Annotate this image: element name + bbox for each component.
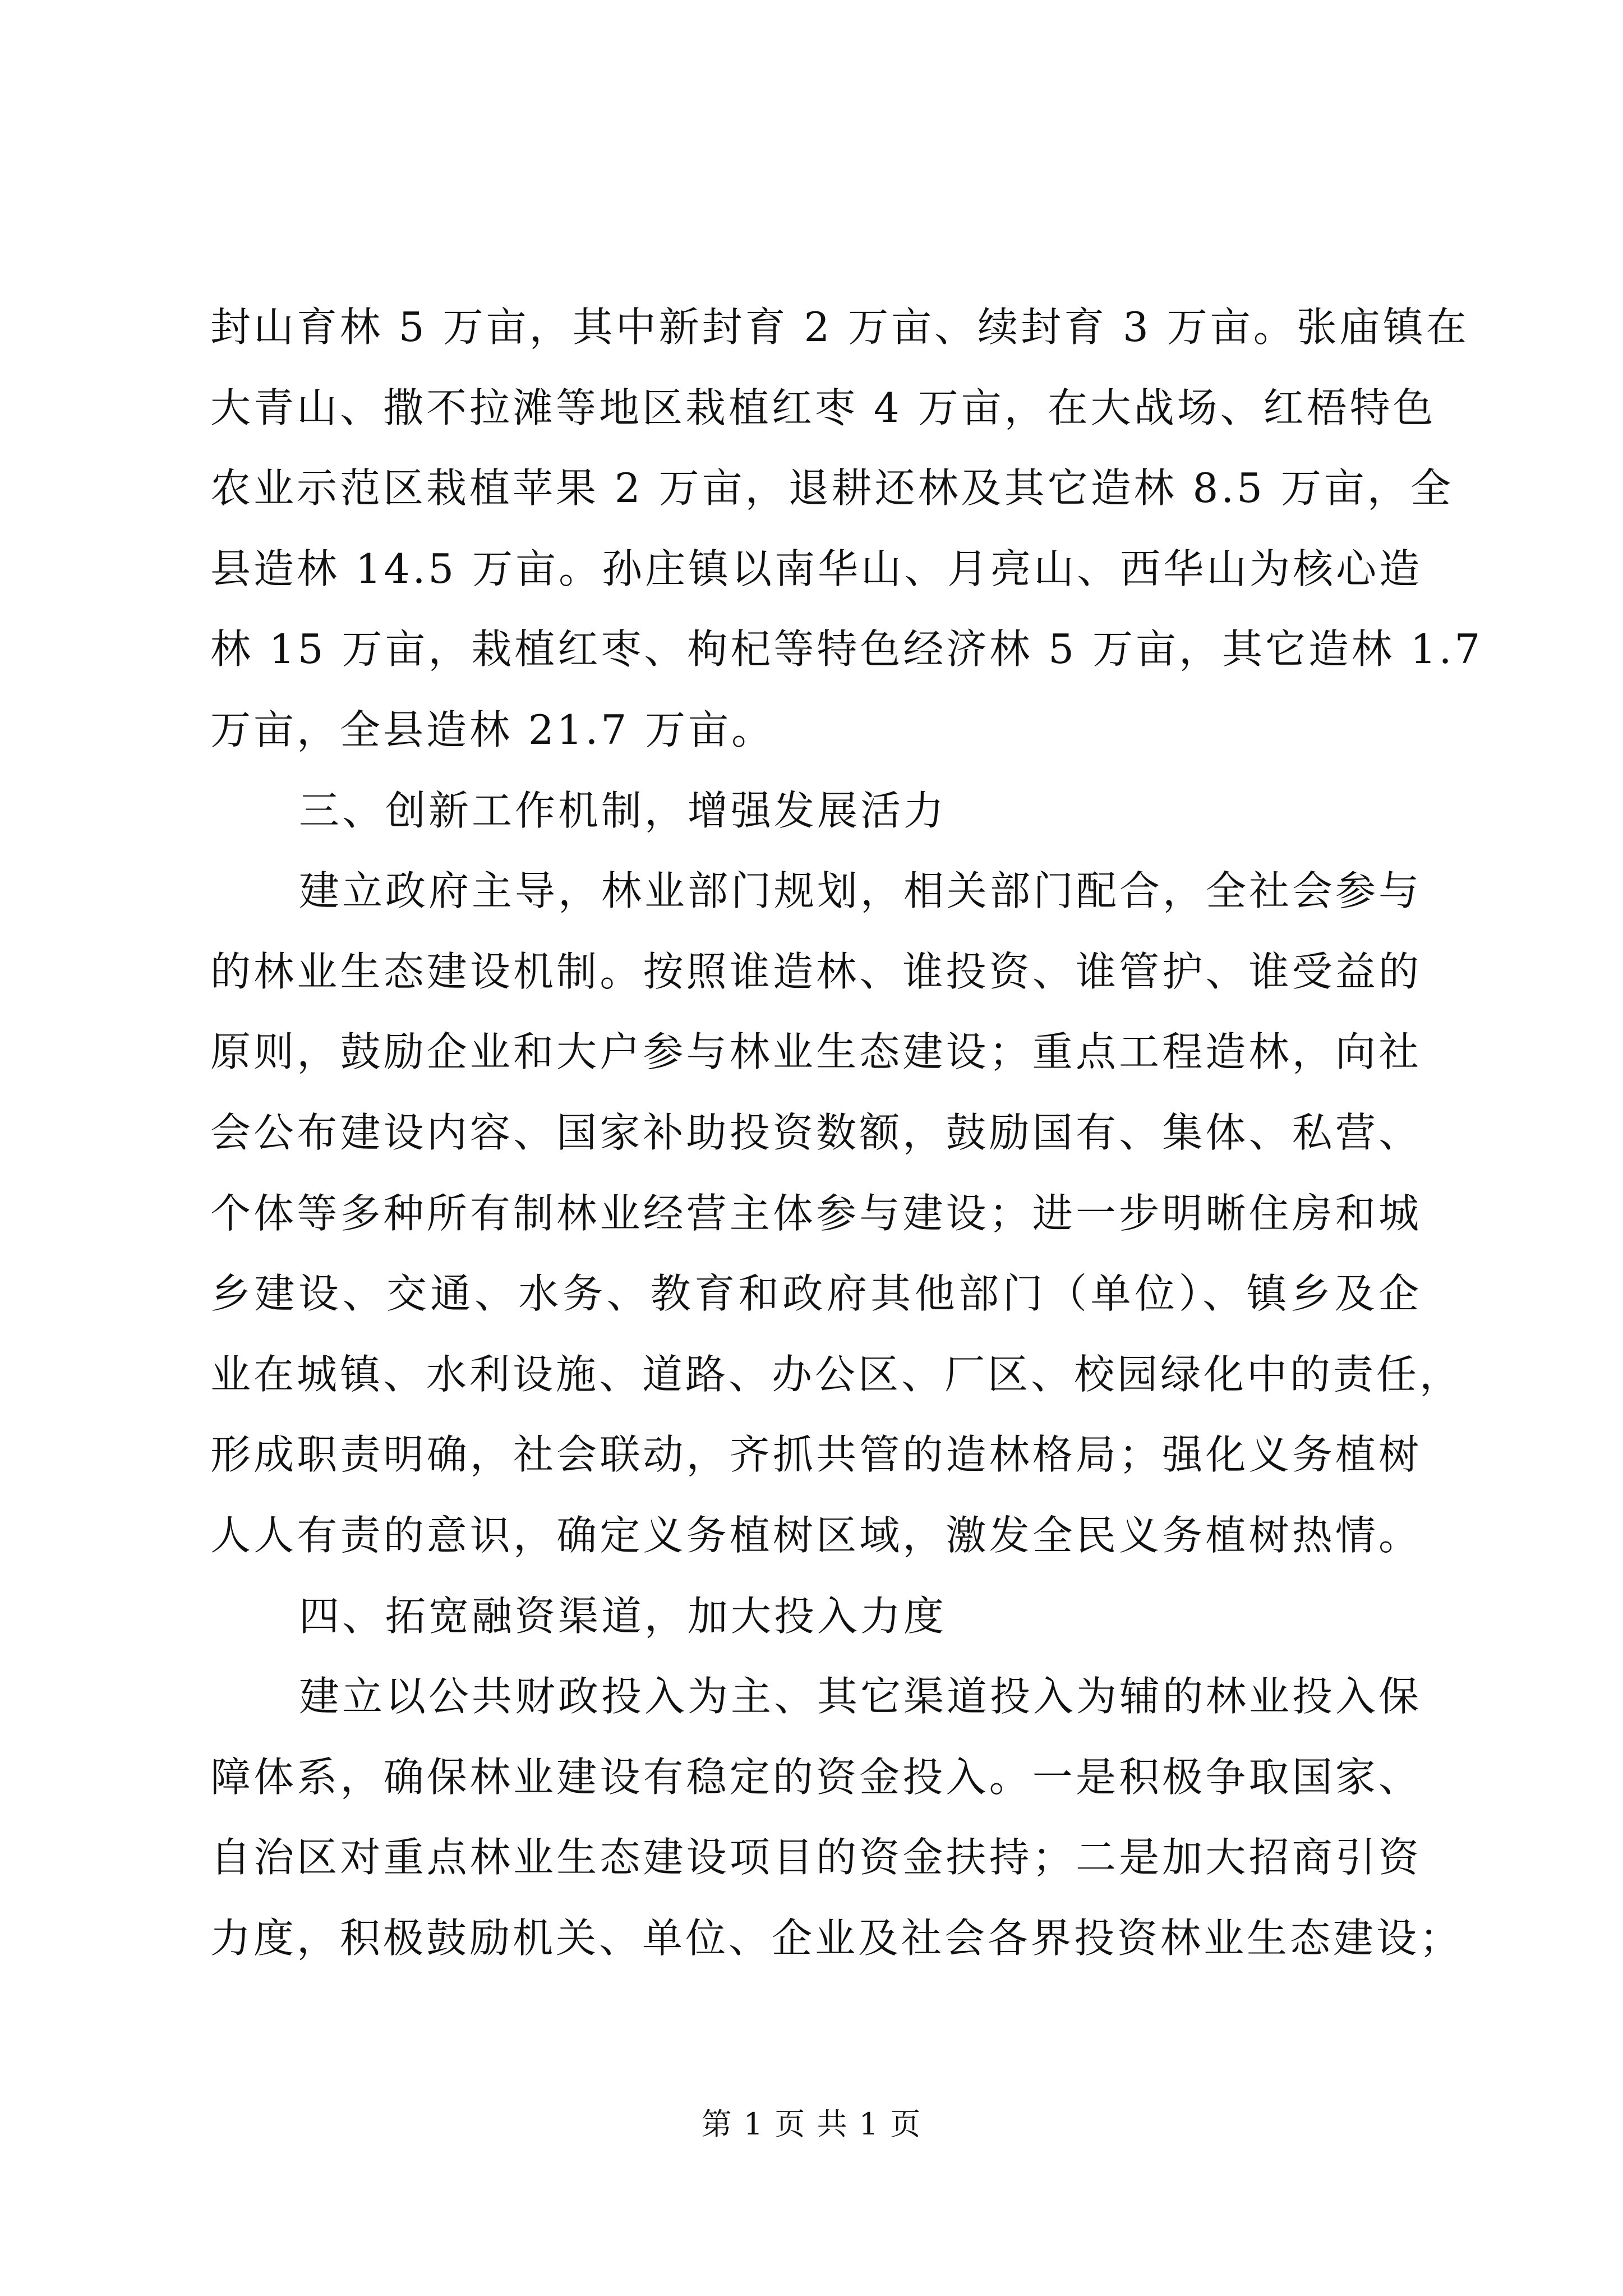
text-line: 建立政府主导，林业部门规划，相关部门配合，全社会参与 — [299, 867, 1422, 915]
text-line: 大青山、撒不拉滩等地区栽植红枣 4 万亩，在大战场、红梧特色 — [210, 384, 1436, 431]
section-heading: 四、拓宽融资渠道，加大投入力度 — [299, 1592, 947, 1640]
text-line: 封山育林 5 万亩，其中新封育 2 万亩、续封育 3 万亩。张庙镇在 — [210, 303, 1469, 351]
body-text — [210, 287, 1483, 1978]
text-line: 会公布建设内容、国家补助投资数额，鼓励国有、集体、私营、 — [210, 1108, 1422, 1156]
section-heading: 三、创新工作机制，增强发展活力 — [299, 786, 947, 834]
text-line: 人人有责的意识，确定义务植树区域，激发全民义务植树热情。 — [210, 1511, 1422, 1559]
text-line: 自治区对重点林业生态建设项目的资金扶持；二是加大招商引资 — [210, 1834, 1422, 1881]
text-line: 县造林 14.5 万亩。孙庄镇以南华山、月亮山、西华山为核心造 — [210, 545, 1423, 592]
text-line: 林 15 万亩，栽植红枣、枸杞等特色经济林 5 万亩，其它造林 1.7 — [210, 625, 1483, 673]
text-line: 力度，积极鼓励机关、单位、企业及社会各界投资林业生态建设； — [210, 1914, 1463, 1962]
text-line: 形成职责明确，社会联动，齐抓共管的造林格局；强化义务植树 — [210, 1431, 1422, 1479]
text-line: 障体系，确保林业建设有稳定的资金投入。一是积极争取国家、 — [210, 1753, 1422, 1801]
text-line: 乡建设、交通、水务、教育和政府其他部门（单位）、镇乡及企 — [210, 1270, 1422, 1318]
text-line: 万亩，全县造林 21.7 万亩。 — [210, 706, 775, 753]
text-line: 原则，鼓励企业和大户参与林业生态建设；重点工程造林，向社 — [210, 1028, 1422, 1076]
page-footer: 第 1 页 共 1 页 — [701, 2106, 922, 2142]
text-line: 业在城镇、水利设施、道路、办公区、厂区、校园绿化中的责任， — [210, 1350, 1463, 1398]
text-line: 农业示范区栽植苹果 2 万亩，退耕还林及其它造林 8.5 万亩，全 — [210, 464, 1454, 512]
text-line: 建立以公共财政投入为主、其它渠道投入为辅的林业投入保 — [299, 1673, 1422, 1720]
text-line: 的林业生态建设机制。按照谁造林、谁投资、谁管护、谁受益的 — [210, 947, 1422, 995]
text-line: 个体等多种所有制林业经营主体参与建设；进一步明晰住房和城 — [210, 1189, 1422, 1237]
